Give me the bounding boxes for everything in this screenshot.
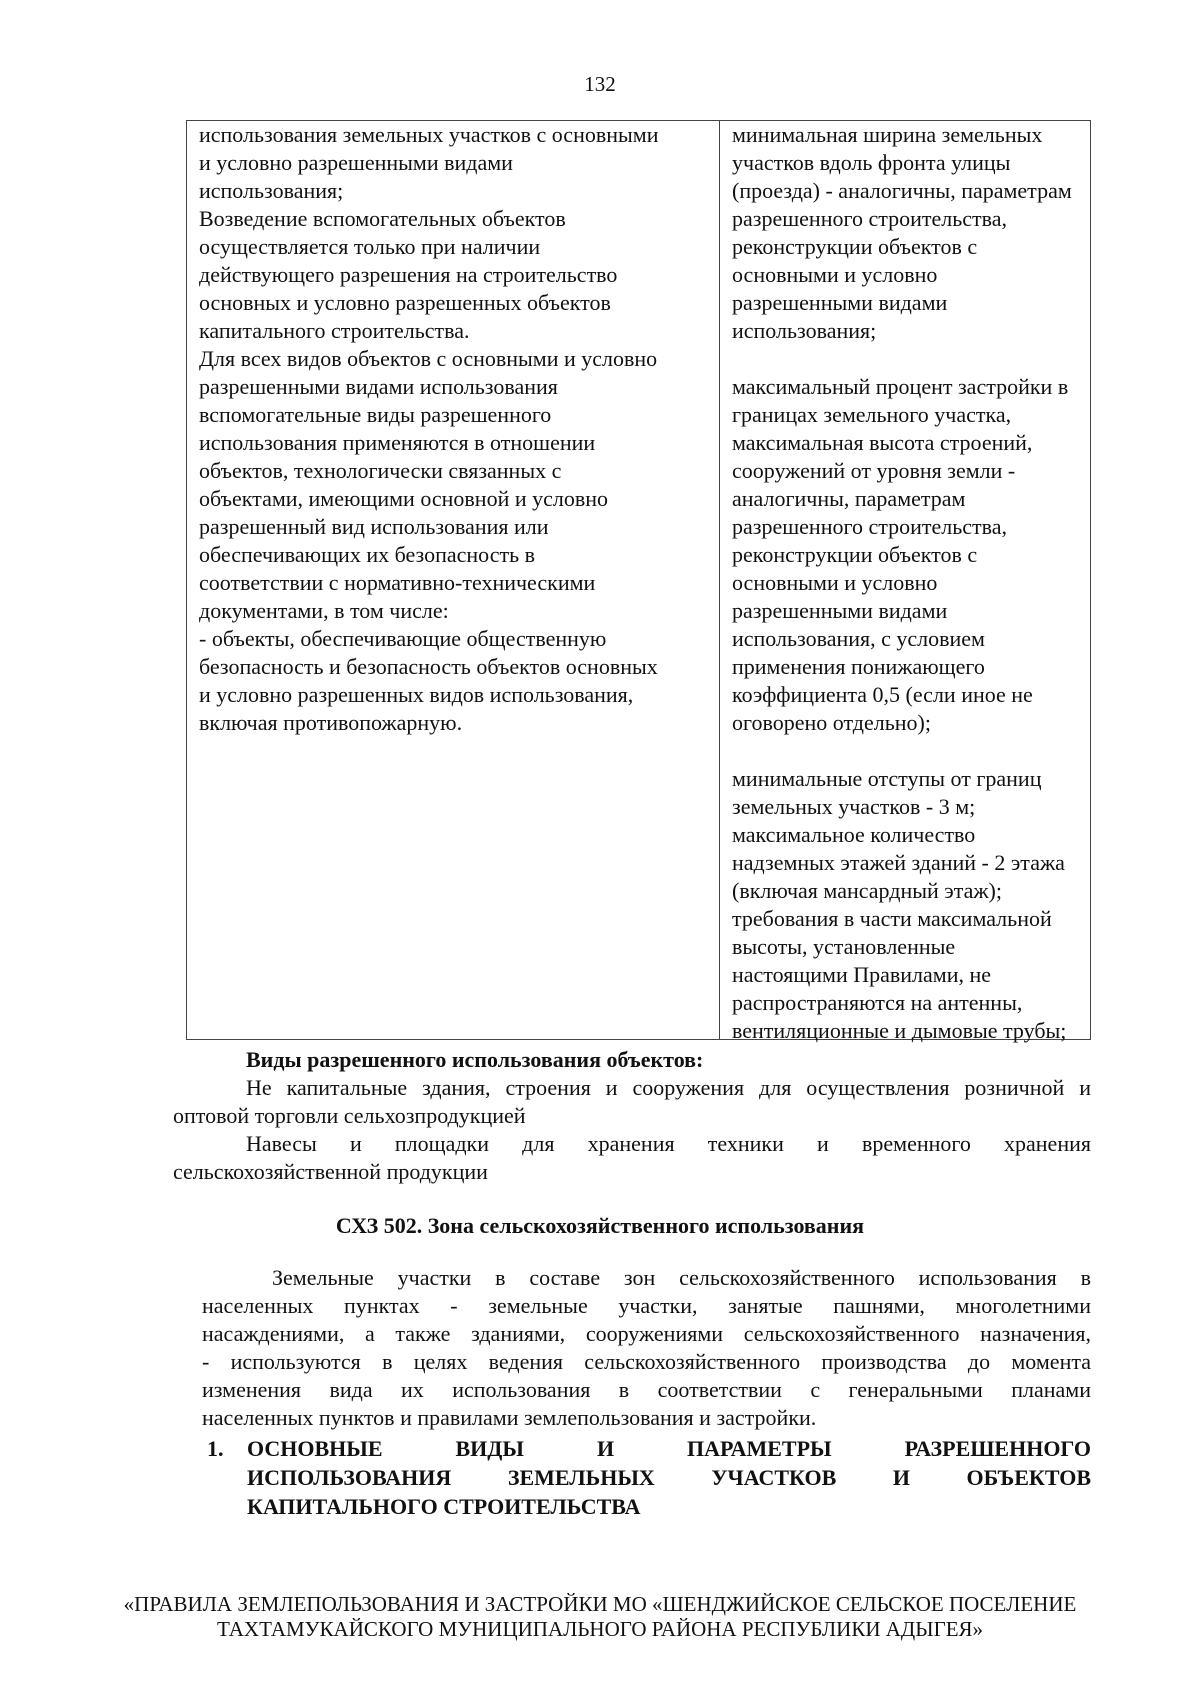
table-right-cell-line: разрешенными видами — [732, 598, 948, 623]
table-right-cell-line: максимальная высота строений, — [732, 430, 1033, 455]
table-right-cell-line: (включая мансардный этаж); — [732, 878, 1002, 903]
table-right-cell-line: вентиляционные и дымовые трубы; — [732, 1018, 1067, 1043]
permitted-use-item-1-line-2: оптовой торговли сельхозпродукцией — [173, 1103, 526, 1128]
zone-heading: СХЗ 502. Зона сельскохозяйственного использования — [335, 1213, 865, 1238]
table-left-cell-line: осуществляется только при наличии — [199, 234, 541, 259]
table-left-cell-line: использования применяются в отношении — [199, 430, 596, 455]
table-right-cell-line: границах земельного участка, — [732, 402, 1012, 427]
table-left-cell-line: капитального строительства. — [199, 318, 470, 343]
table-right-cell-line: минимальная ширина земельных — [732, 122, 1043, 147]
table-right-cell-line: реконструкции объектов с — [732, 234, 978, 259]
permitted-use-item-2-line-1: Навесы и площадки для хранения техники и временного хранения — [246, 1131, 1091, 1156]
table-right-cell-line: оговорено отдельно); — [732, 710, 931, 735]
table-left-cell-line: и условно разрешенных видов использования, — [199, 682, 634, 707]
table-right-cell-line: максимальное количество — [732, 822, 976, 847]
numbered-section-heading — [207, 1434, 1091, 1521]
section-title-line: ОСНОВНЫЕ ВИДЫ И ПАРАМЕТРЫ РАЗРЕШЕННОГО — [247, 1436, 1091, 1461]
table-right-cell-line: разрешенного строительства, — [732, 514, 1007, 539]
zone-parameters-table — [186, 120, 1091, 1043]
table-right-cell-spacer — [732, 345, 1084, 373]
table-right-cell-line: реконструкции объектов с — [732, 542, 978, 567]
table-left-cell-line: включая противопожарную. — [199, 710, 463, 735]
table-right-cell-line: земельных участков - 3 м; — [732, 794, 976, 819]
table-right-cell-line: аналогичны, параметрам — [732, 486, 966, 511]
zone-paragraph — [202, 1264, 1091, 1432]
zone-paragraph-line: изменения вида их использования в соответствии с генеральными планами — [202, 1377, 1091, 1402]
section-title-line: КАПИТАЛЬНОГО СТРОИТЕЛЬСТВА — [247, 1494, 641, 1519]
table-right-cell-line: использования, с условием — [732, 626, 985, 651]
table-left-cell-line: Возведение вспомогательных объектов — [199, 206, 566, 231]
table-right-cell-line: коэффициента 0,5 (если иное не — [732, 682, 1033, 707]
table-left-cell-line: использования; — [199, 178, 344, 203]
permitted-use-item-2-line-2: сельскохозяйственной продукции — [173, 1159, 488, 1184]
table-right-column — [720, 121, 1090, 1043]
table-right-cell-line: разрешенного строительства, — [732, 206, 1007, 231]
zone-paragraph-line: - используются в целях ведения сельскохозяйственного производства до момента — [202, 1349, 1091, 1374]
table-right-cell-line: настоящими Правилами, не — [732, 962, 992, 987]
table-left-cell-line: Для всех видов объектов с основными и условно — [199, 346, 658, 371]
footer-line-2: ТАХТАМУКАЙСКОГО МУНИЦИПАЛЬНОГО РАЙОНА РЕСПУБЛИКИ АДЫГЕЯ» — [216, 1617, 984, 1641]
table-left-column — [187, 121, 720, 1039]
table-right-cell-line: максимальный процент застройки в — [732, 374, 1069, 399]
zone-paragraph-line: Земельные участки в составе зон сельскохозяйственного использования в — [272, 1265, 1091, 1290]
table-right-cell-line: распространяются на антенны, — [732, 990, 1023, 1015]
table-right-cell-line: требования в части максимальной — [732, 906, 1052, 931]
table-right-cell-line: надземных этажей зданий - 2 этажа — [732, 850, 1065, 875]
table-left-cell-line: - объекты, обеспечивающие общественную — [199, 626, 607, 651]
table-left-cell-line: и условно разрешенными видами — [199, 150, 513, 175]
table-left-cell-line: безопасность и безопасность объектов основных — [199, 654, 658, 679]
table-right-cell-line: (проезда) - аналогичны, параметрам — [732, 178, 1072, 203]
zone-paragraph-line: населенных пунктов и правилами землепользования и застройки. — [202, 1405, 817, 1430]
table-right-cell-line: участков вдоль фронта улицы — [732, 150, 1011, 175]
table-right-cell-line: разрешенными видами — [732, 290, 948, 315]
table-left-cell-line: основных и условно разрешенных объектов — [199, 290, 611, 315]
table-left-cell-line: документами, в том числе: — [199, 598, 449, 623]
document-footer — [0, 1592, 1200, 1642]
table-left-cell-line: объектов, технологически связанных с — [199, 458, 562, 483]
table-left-cell-line: вспомогательные виды разрешенного — [199, 402, 552, 427]
table-left-cell-line: обеспечивающих их безопасность в — [199, 542, 536, 567]
table-right-cell-line: применения понижающего — [732, 654, 985, 679]
table-right-cell-line: основными и условно — [732, 570, 938, 595]
section-title-line: ИСПОЛЬЗОВАНИЯ ЗЕМЕЛЬНЫХ УЧАСТКОВ И ОБЪЕКТОВ — [247, 1465, 1091, 1490]
zone-paragraph-line: населенных пунктах - земельные участки, занятые пашнями, многолетними — [202, 1293, 1091, 1318]
table-right-cell-line: высоты, установленные — [732, 934, 956, 959]
table-right-cell-spacer — [732, 737, 1084, 765]
table-left-cell-line: объектами, имеющими основной и условно — [199, 486, 609, 511]
section-title — [247, 1434, 1091, 1521]
table-right-cell-line: минимальные отступы от границ — [732, 766, 1042, 791]
table-right-cell-line: сооружений от уровня земли - — [732, 458, 1016, 483]
zone-paragraph-line: насаждениями, а также зданиями, сооружениями сельскохозяйственного назначения, — [202, 1321, 1091, 1346]
page-number: 132 — [584, 72, 616, 96]
section-number: 1. — [207, 1436, 224, 1461]
permitted-use-item-1-line-1: Не капитальные здания, строения и сооружения для осуществления розничной и — [246, 1075, 1091, 1100]
table-right-cell-line: основными и условно — [732, 262, 938, 287]
permitted-uses-heading: Виды разрешенного использования объектов: — [246, 1047, 704, 1072]
table-left-cell-line: соответствии с нормативно-техническими — [199, 570, 596, 595]
table-left-cell-line: действующего разрешения на строительство — [199, 262, 618, 287]
table-left-cell-line: разрешенный вид использования или — [199, 514, 549, 539]
table-left-cell-line: использования земельных участков с основными — [199, 122, 659, 147]
table-right-cell-line: использования; — [732, 318, 877, 343]
footer-line-1: «ПРАВИЛА ЗЕМЛЕПОЛЬЗОВАНИЯ И ЗАСТРОЙКИ МО «ШЕНДЖИЙСКОЕ СЕЛЬСКОЕ ПОСЕЛЕНИЕ — [123, 1592, 1077, 1616]
table-left-cell-line: разрешенными видами использования — [199, 374, 558, 399]
